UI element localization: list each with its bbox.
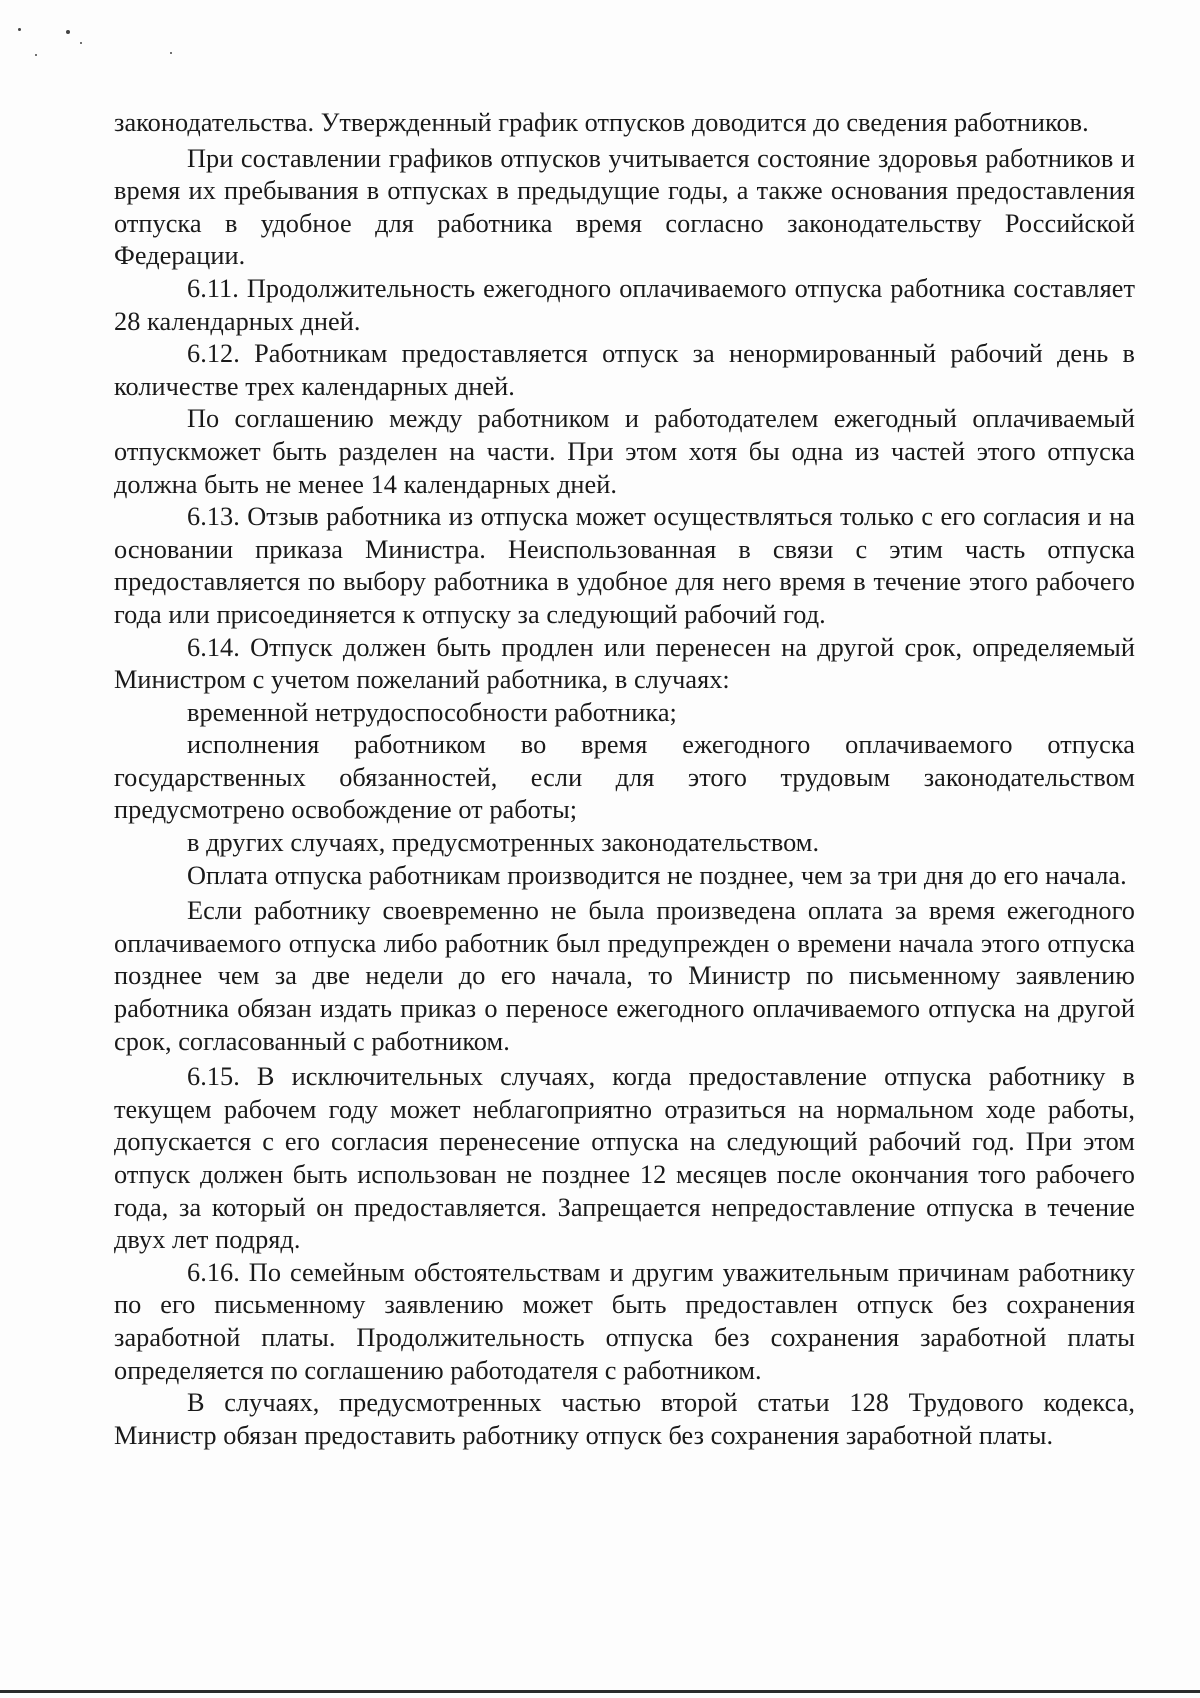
paragraph-6-11: 6.11. Продолжительность ежегодного оплачиваемого отпуска работника составляет 28 календарных дней. (114, 273, 1135, 336)
scan-speck (66, 30, 70, 34)
paragraph-6-14: 6.14. Отпуск должен быть продлен или перенесен на другой срок, определяемый Министром с учетом пожеланий работника, в случаях: (114, 632, 1135, 695)
paragraph: Если работнику своевременно не была произведена оплата за время ежегодного оплачиваемого отпуска либо работник был предупрежден о времени начала этого отпуска позднее чем за две недели до его начала, то Министр по письменному заявлению работника обязан издать приказ о переносе ежегодного оплачиваемого отпуска на другой срок, согласованный с работником. (114, 896, 1135, 1056)
paragraph-6-16: 6.16. По семейным обстоятельствам и другим уважительным причинам работнику по его письменному заявлению может быть предоставлен отпуск без сохранения заработной платы. Продолжительность отпуска без сохранения заработной платы определяется по соглашению работодателя с работником. (114, 1257, 1135, 1385)
paragraph: По соглашению между работником и работодателем ежегодный оплачиваемый отпускможет быть разделен на части. При этом хотя бы одна из частей этого отпуска должна быть не менее 14 календарных дней. (114, 404, 1135, 499)
paragraph: При составлении графиков отпусков учитывается состояние здоровья работников и время их пребывания в отпусках в предыдущие годы, а также основания предоставления отпуска в удобное для работника время согласно законодательству Российской Федерации. (114, 143, 1135, 271)
paragraph: законодательства. Утвержденный график отпусков доводится до сведения работников. (114, 108, 1089, 137)
scan-speck (35, 54, 37, 56)
scan-speck (80, 42, 82, 44)
paragraph-6-15: 6.15. В исключительных случаях, когда предоставление отпуска работнику в текущем рабочем году может неблагоприятно отразиться на нормальном ходе работы, допускается с его согласия перенесение отпуска на следующий рабочий год. При этом отпуск должен быть использован не позднее 12 месяцев после окончания того рабочего года, за который он предоставляется. Запрещается непредоставление отпуска в течение двух лет подряд. (114, 1062, 1135, 1255)
list-item: временной нетрудоспособности работника; (187, 697, 677, 727)
scan-speck (170, 52, 172, 54)
list-item: в других случаях, предусмотренных законодательством. (187, 828, 820, 858)
page-bottom-edge (0, 1690, 1200, 1693)
paragraph: Оплата отпуска работникам производится не позднее, чем за три дня до его начала. (187, 860, 1127, 890)
list-item: исполнения работником во время ежегодного оплачиваемого отпуска государственных обязанностей, если для этого трудовым законодательством предусмотрено освобождение от работы; (114, 730, 1135, 825)
document-body (114, 107, 1135, 1452)
paragraph-6-13: 6.13. Отзыв работника из отпуска может осуществляться только с его согласия и на основании приказа Министра. Неиспользованная в связи с этим часть отпуска предоставляется по выбору работника в удобное для него время в течение этого рабочего года или присоединяется к отпуску за следующий рабочий год. (114, 502, 1135, 629)
scan-speck (18, 28, 21, 31)
paragraph: В случаях, предусмотренных частью второй статьи 128 Трудового кодекса, Министр обязан предоставить работнику отпуск без сохранения заработной платы. (114, 1388, 1135, 1450)
paragraph-6-12: 6.12. Работникам предоставляется отпуск за ненормированный рабочий день в количестве трех календарных дней. (114, 339, 1135, 401)
